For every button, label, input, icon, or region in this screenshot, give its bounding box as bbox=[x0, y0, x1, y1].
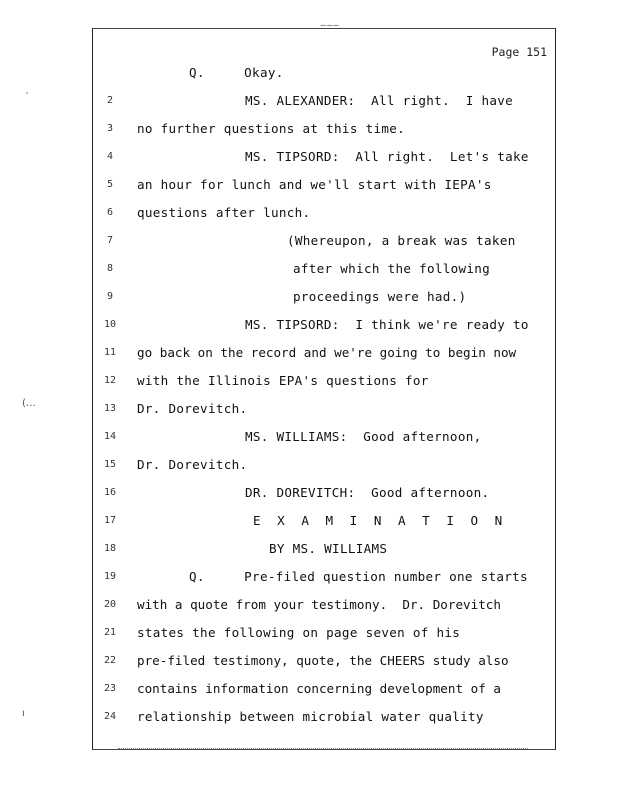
transcript-line bbox=[93, 509, 555, 533]
page-number: Page 151 bbox=[491, 45, 547, 59]
line-text: contains information concerning development of a bbox=[137, 681, 501, 696]
line-number: 2 bbox=[106, 95, 114, 106]
transcript-line bbox=[93, 593, 555, 617]
scan-mark: ı bbox=[22, 708, 25, 719]
transcript-line bbox=[93, 61, 555, 85]
line-text: states the following on page seven of his bbox=[137, 625, 461, 640]
line-text: MS. TIPSORD: All right. Let's take bbox=[245, 149, 529, 164]
transcript-line bbox=[93, 677, 555, 701]
line-text: go back on the record and we're going to begin now bbox=[137, 345, 517, 360]
transcript-line bbox=[93, 369, 555, 393]
line-number: 15 bbox=[103, 459, 117, 470]
line-number: 6 bbox=[106, 207, 114, 218]
transcript-line bbox=[93, 257, 555, 281]
line-text: MS. ALEXANDER: All right. I have bbox=[245, 93, 513, 108]
transcript-page bbox=[92, 28, 556, 750]
line-number: 7 bbox=[106, 235, 114, 246]
transcript-line bbox=[93, 117, 555, 141]
transcript-line bbox=[93, 145, 555, 169]
scan-mark: (… bbox=[22, 398, 36, 409]
line-text: relationship between microbial water quality bbox=[137, 709, 484, 724]
transcript-line bbox=[93, 313, 555, 337]
line-number: 12 bbox=[103, 375, 117, 386]
line-number: 3 bbox=[106, 123, 114, 134]
transcript-line bbox=[93, 565, 555, 589]
transcript-line bbox=[93, 621, 555, 645]
line-text: (Whereupon, a break was taken bbox=[287, 233, 516, 248]
line-number: 19 bbox=[103, 571, 117, 582]
line-text: an hour for lunch and we'll start with IEPA's bbox=[137, 177, 492, 192]
transcript-line bbox=[93, 173, 555, 197]
line-number: 13 bbox=[103, 403, 117, 414]
line-text: DR. DOREVITCH: Good afternoon. bbox=[245, 485, 490, 500]
line-text: after which the following bbox=[293, 261, 491, 276]
line-number: 16 bbox=[103, 487, 117, 498]
line-number: 24 bbox=[103, 711, 117, 722]
line-text: proceedings were had.) bbox=[293, 289, 467, 304]
line-text: MS. WILLIAMS: Good afternoon, bbox=[245, 429, 482, 444]
line-text: with the Illinois EPA's questions for bbox=[137, 373, 429, 388]
scan-artifact bbox=[118, 748, 528, 750]
line-text: with a quote from your testimony. Dr. Dorevitch bbox=[137, 597, 501, 612]
transcript-line bbox=[93, 397, 555, 421]
transcript-line bbox=[93, 705, 555, 729]
line-number: 20 bbox=[103, 599, 117, 610]
line-text: Q. Okay. bbox=[189, 65, 284, 80]
transcript-line bbox=[93, 481, 555, 505]
transcript-line bbox=[93, 201, 555, 225]
line-text: MS. TIPSORD: I think we're ready to bbox=[245, 317, 529, 332]
line-text: Q. Pre-filed question number one starts bbox=[189, 569, 528, 584]
transcript-line bbox=[93, 89, 555, 113]
line-number: 22 bbox=[103, 655, 117, 666]
transcript-line bbox=[93, 229, 555, 253]
line-number: 8 bbox=[106, 263, 114, 274]
line-number: 14 bbox=[103, 431, 117, 442]
transcript-line bbox=[93, 537, 555, 561]
line-text: no further questions at this time. bbox=[137, 121, 405, 136]
line-text: pre-filed testimony, quote, the CHEERS study also bbox=[137, 653, 509, 668]
scan-mark: ˊ bbox=[24, 92, 29, 103]
line-number: 18 bbox=[103, 543, 117, 554]
line-number: 11 bbox=[103, 347, 117, 358]
transcript-line bbox=[93, 649, 555, 673]
transcript-line bbox=[93, 341, 555, 365]
examination-heading: E X A M I N A T I O N bbox=[253, 513, 507, 528]
line-text: questions after lunch. bbox=[137, 205, 311, 220]
line-number: 21 bbox=[103, 627, 117, 638]
line-text: Dr. Dorevitch. bbox=[137, 457, 248, 472]
examiner-heading: BY MS. WILLIAMS bbox=[269, 541, 388, 556]
line-number: 5 bbox=[106, 179, 114, 190]
line-number: 23 bbox=[103, 683, 117, 694]
line-number: 10 bbox=[103, 319, 117, 330]
line-number: 9 bbox=[106, 291, 114, 302]
scan-mark: ‒‒‒ bbox=[320, 20, 340, 31]
transcript-line bbox=[93, 453, 555, 477]
transcript-line bbox=[93, 285, 555, 309]
line-number: 4 bbox=[106, 151, 114, 162]
line-number: 17 bbox=[103, 515, 117, 526]
line-text: Dr. Dorevitch. bbox=[137, 401, 248, 416]
transcript-line bbox=[93, 425, 555, 449]
